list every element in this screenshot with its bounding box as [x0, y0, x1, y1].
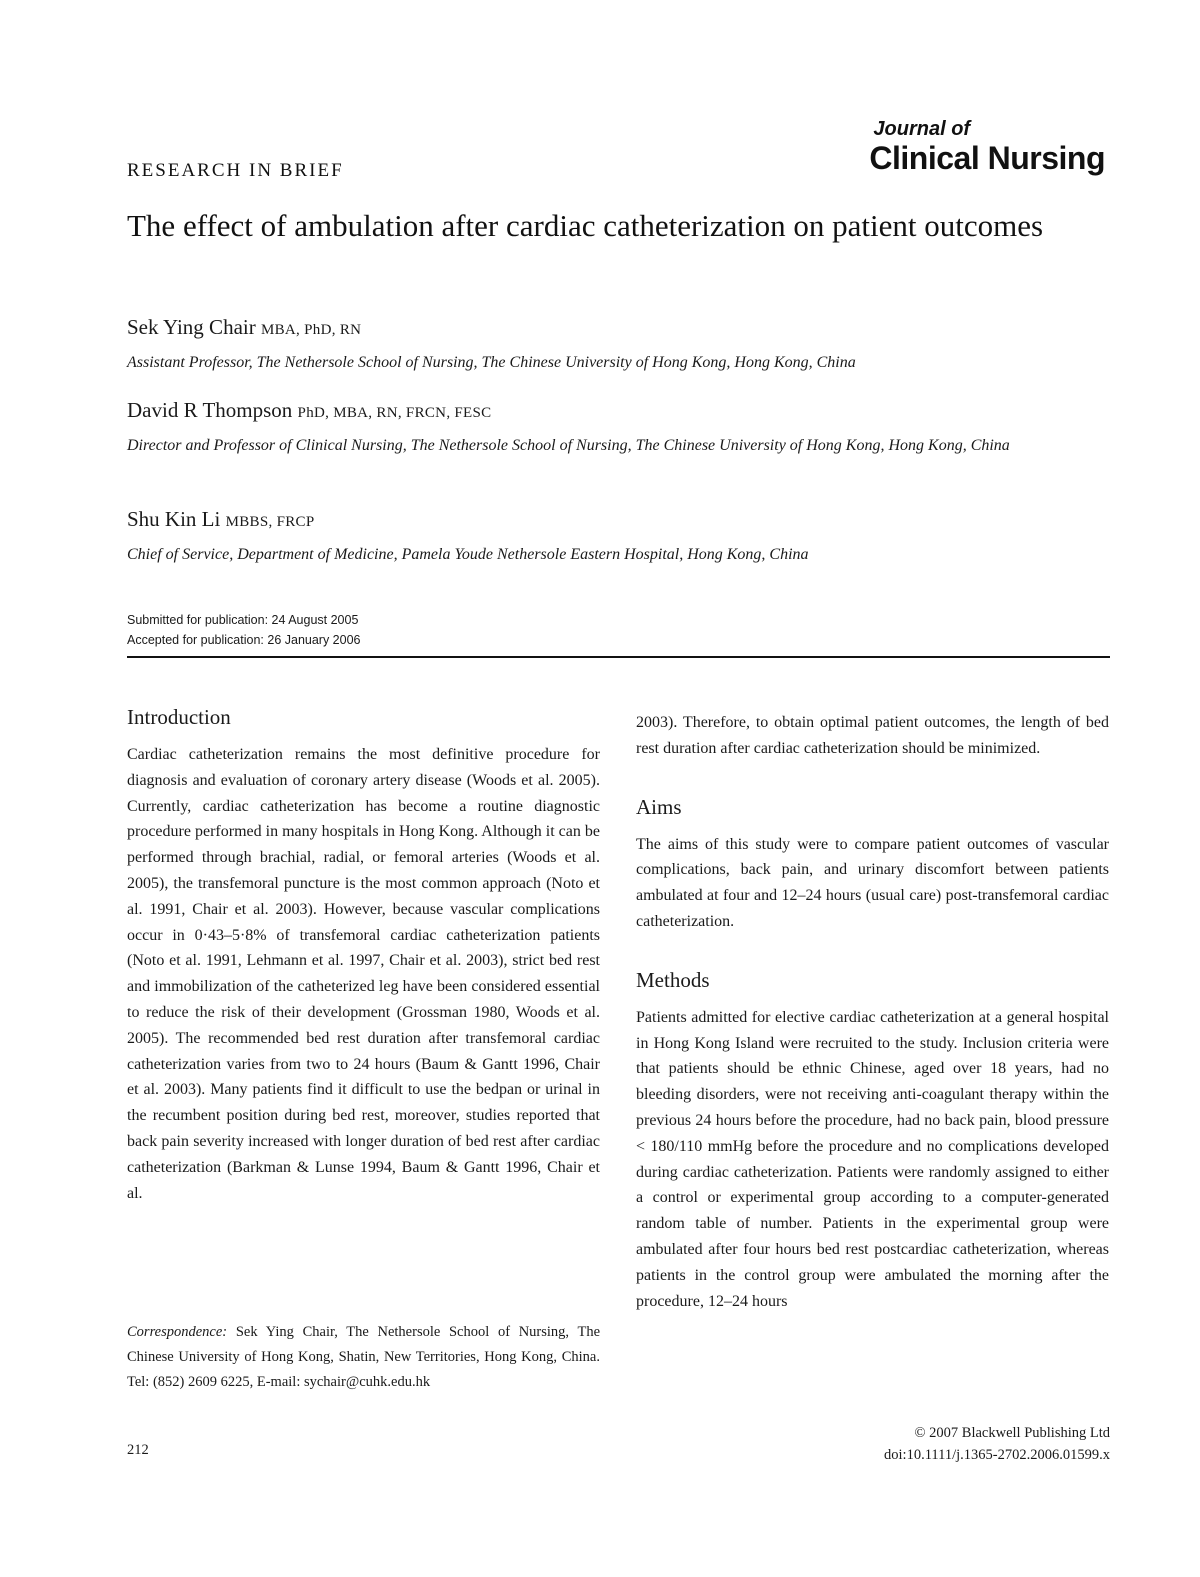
doi: doi:10.1111/j.1365-2702.2006.01599.x [884, 1447, 1110, 1463]
author-name: David R Thompson [127, 398, 293, 422]
journal-logo [869, 118, 1105, 176]
author-affiliation: Director and Professor of Clinical Nursing, The Nethersole School of Nursing, The Chinese University of Hong Kong, Hong Kong, China [127, 437, 1010, 454]
header-rule [127, 656, 1110, 658]
methods-text: Patients admitted for elective cardiac catheterization at a general hospital in Hong Kong Island were recruited to the study. Inclusion criteria were that patients should be ethnic Chinese, aged over 18 years, had no bleeding disorders, were not receiving anti-coagulant therapy within the previous 24 hours before the procedure, had no back pain, blood pressure < 180/110 mmHg before the procedure and no complications developed during cardiac catheterization. Patients were randomly assigned to either a control or experimental group according to a computer-generated random table of number. Patients in the experimental group were ambulated after four hours bed rest postcardiac catheterization, whereas patients in the control group were ambulated the morning after the procedure, 12–24 hours [636, 1008, 1109, 1310]
submitted-date: Submitted for publication: 24 August 2005 [127, 613, 359, 627]
author-name: Sek Ying Chair [127, 315, 256, 339]
methods-heading: Methods [636, 967, 710, 992]
author-block [127, 313, 1112, 377]
right-column [636, 710, 1109, 1314]
introduction-continued-text: 2003). Therefore, to obtain optimal patient outcomes, the length of bed rest duration after cardiac catheterization should be minimized. [636, 714, 1109, 757]
correspondence-label: Correspondence: [127, 1324, 228, 1340]
author-block [127, 396, 1112, 460]
author-affiliation: Assistant Professor, The Nethersole School of Nursing, The Chinese University of Hong Kong, Hong Kong, China [127, 354, 856, 371]
author-affiliation: Chief of Service, Department of Medicine, Pamela Youde Nethersole Eastern Hospital, Hong Kong, China [127, 546, 809, 563]
correspondence-text: Sek Ying Chair, The Nethersole School of Nursing, The Chinese University of Hong Kong, Shatin, New Territories, Hong Kong, China. Tel: (852) 2609 6225, E-mail: sychair@cuhk.edu.hk [127, 1324, 601, 1390]
accepted-date: Accepted for publication: 26 January 2006 [127, 633, 361, 647]
left-column [127, 702, 600, 1206]
footer-right [884, 1422, 1110, 1466]
author-block [127, 505, 1112, 569]
introduction-text: Cardiac catheterization remains the most definitive procedure for diagnosis and evaluation of coronary artery disease (Woods et al. 2005). Currently, cardiac catheterization has become a routine diagnostic procedure performed in many hospitals in Hong Kong. Although it can be performed through brachial, radial, or femoral arteries (Woods et al. 2005), the transfemoral puncture is the most common approach (Noto et al. 1991, Chair et al. 2003). However, because vascular complications occur in 0·43–5·8% of transfemoral cardiac catheterization patients (Noto et al. 1991, Lehmann et al. 1997, Chair et al. 2003), strict bed rest and immobilization of the catheterized leg have been considered essential to reduce the risk of their development (Grossman 1980, Woods et al. 2005). The recommended bed rest duration after transfemoral cardiac catheterization varies from two to 24 hours (Baum & Gantt 1996, Chair et al. 2003). Many patients find it difficult to use the bedpan or urinal in the recumbent position during bed rest, moreover, studies reported that back pain severity increased with longer duration of bed rest after cardiac catheterization (Barkman & Lunse 1994, Baum & Gantt 1996, Chair et al. [127, 746, 600, 1202]
journal-logo-big: Clinical Nursing [869, 140, 1105, 176]
page-number: 212 [127, 1442, 149, 1458]
introduction-heading: Introduction [127, 705, 231, 729]
author-name: Shu Kin Li [127, 507, 221, 531]
copyright: © 2007 Blackwell Publishing Ltd [914, 1425, 1110, 1441]
author-quals: MBA, PhD, RN [260, 322, 362, 338]
aims-text: The aims of this study were to compare patient outcomes of vascular complications, back pain, and urinary discomfort between patients ambulated at four and 12–24 hours (usual care) post-transfemoral cardiac catheterization. [636, 835, 1109, 930]
correspondence [127, 1320, 600, 1395]
author-quals: PhD, MBA, RN, FRCN, FESC [297, 405, 492, 421]
author-quals: MBBS, FRCP [225, 514, 315, 530]
publication-dates [127, 610, 361, 650]
section-label: RESEARCH IN BRIEF [127, 160, 344, 181]
journal-logo-small: Journal of [873, 118, 971, 140]
article-title: The effect of ambulation after cardiac catheterization on patient outcomes [127, 208, 1044, 243]
aims-heading: Aims [636, 794, 682, 819]
